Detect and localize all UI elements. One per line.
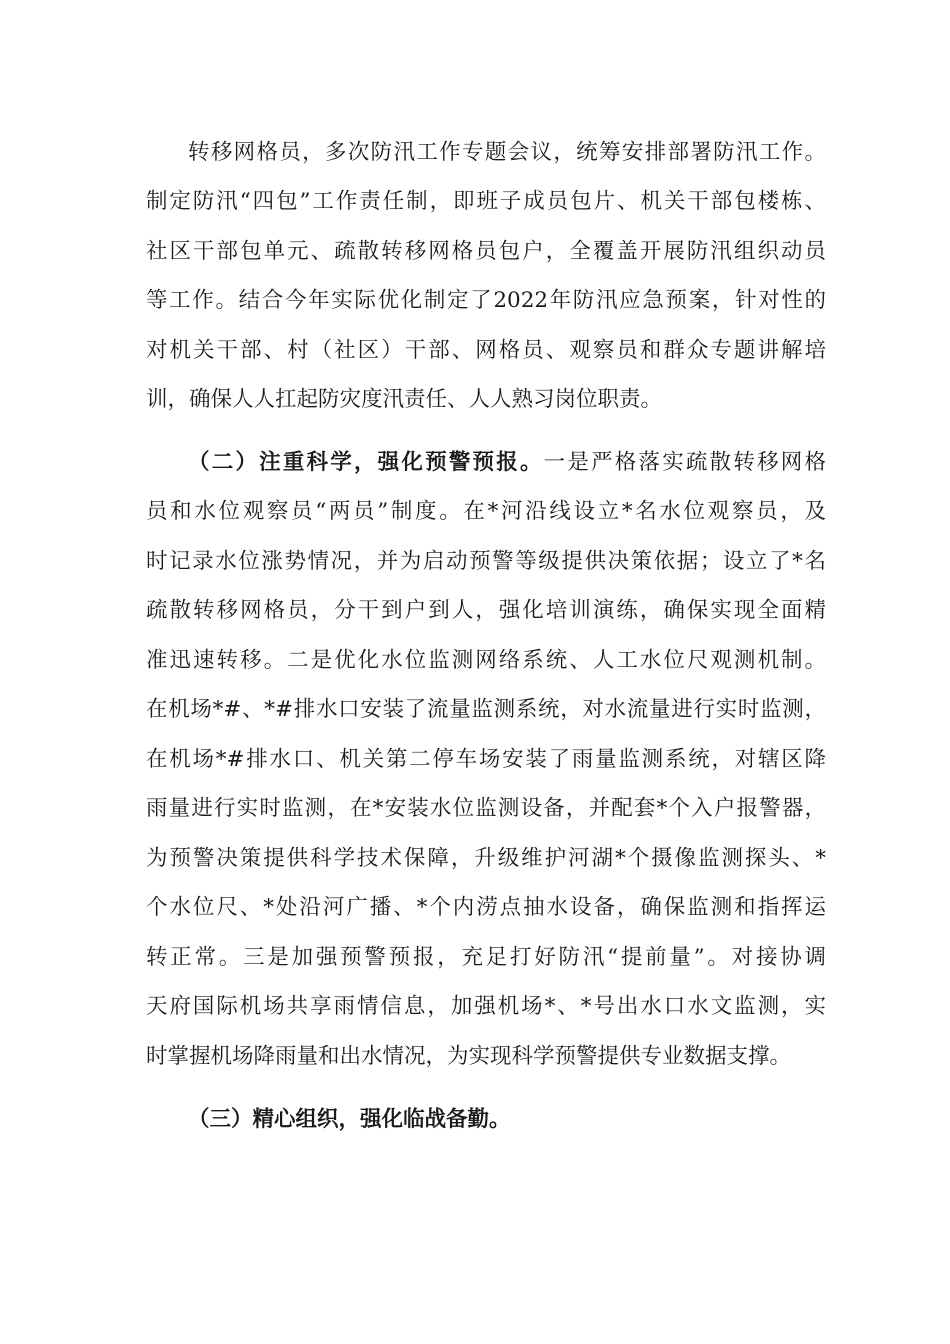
text-line: 社区干部包单元、疏散转移网格员包户，全覆盖开展防汛组织动员 (146, 239, 826, 264)
text-line: 疏散转移网格员，分干到户到人，强化培训演练，确保实现全面精 (146, 598, 826, 623)
text-run: 一是严格落实疏散转移网格 (543, 450, 826, 475)
section-heading: （二）注重科学，强化预警预报。 (188, 450, 544, 475)
text-line: 制定防汛“四包”工作责任制，即班子成员包片、机关干部包楼栋、 (146, 189, 826, 214)
text-line: 转移网格员，多次防汛工作专题会议，统筹安排部署防汛工作。 (188, 140, 826, 165)
text-line: 个水位尺、*处沿河广播、*个内涝点抽水设备，确保监测和指挥运 (146, 895, 826, 920)
text-line: 雨量进行实时监测，在*安装水位监测设备，并配套*个入户报警器， (146, 796, 826, 821)
text-line: 员和水位观察员“两员”制度。在*河沿线设立*名水位观察员，及 (146, 499, 826, 524)
text-line: 转正常。三是加强预警预报，充足打好防汛“提前量”。对接协调 (146, 945, 826, 970)
text-line: 时掌握机场降雨量和出水情况，为实现科学预警提供专业数据支撑。 (146, 1044, 792, 1069)
text-line: 准迅速转移。二是优化水位监测网络系统、人工水位尺观测机制。 (146, 648, 826, 673)
text-line: 为预警决策提供科学技术保障，升级维护河湖*个摄像监测探头、* (146, 846, 826, 871)
section-heading: （三）精心组织，强化临战备勤。 (188, 1107, 511, 1132)
text-line: 在机场*#、*#排水口安装了流量监测系统，对水流量进行实时监测， (146, 697, 826, 722)
text-line: 对机关干部、村（社区）干部、网格员、观察员和群众专题讲解培 (146, 338, 826, 363)
text-line: 训，确保人人扛起防灾度汛责任、人人熟习岗位职责。 (146, 387, 663, 412)
section-heading-line (188, 438, 826, 488)
text-line: 在机场*#排水口、机关第二停车场安装了雨量监测系统，对辖区降 (146, 747, 826, 772)
text-line: 时记录水位涨势情况，并为启动预警等级提供决策依据；设立了*名 (146, 549, 826, 574)
text-line: 等工作。结合今年实际优化制定了2022年防汛应急预案，针对性的 (146, 288, 826, 313)
section-heading-line (188, 1095, 826, 1145)
text-line: 天府国际机场共享雨情信息，加强机场*、*号出水口水文监测，实 (146, 994, 826, 1019)
